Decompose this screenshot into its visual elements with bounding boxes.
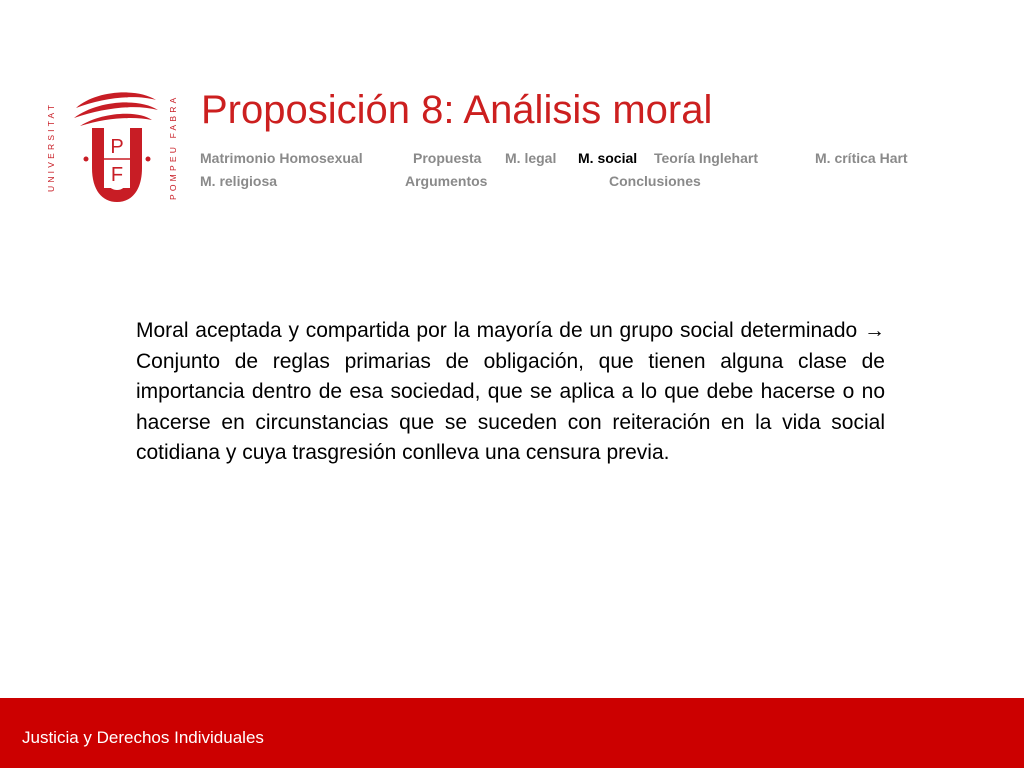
nav-item-propuesta[interactable]: Propuesta <box>413 150 482 166</box>
nav-item-m-legal[interactable]: M. legal <box>505 150 557 166</box>
logo-monogram-p: P <box>110 136 124 158</box>
slide-body-text <box>136 316 885 469</box>
footer-course-title: Justicia y Derechos Individuales <box>22 728 264 747</box>
nav-item-argumentos[interactable]: Argumentos <box>405 173 488 189</box>
nav-item-conclusiones[interactable]: Conclusiones <box>609 173 701 189</box>
logo-pompeu-fabra-text: POMPEU FABRA <box>168 94 178 200</box>
nav-item-matrimonio-homosexual[interactable]: Matrimonio Homosexual <box>200 150 363 166</box>
nav-item-m-religiosa[interactable]: M. religiosa <box>200 173 278 189</box>
university-logo <box>46 86 186 208</box>
arrow-right-icon: → <box>864 319 885 342</box>
upf-emblem-icon <box>46 86 186 208</box>
nav-item-m-social[interactable]: M. social <box>578 150 638 166</box>
logo-monogram-f: F <box>110 164 124 186</box>
body-text-part-2: Conjunto de reglas primarias de obligación, que tienen alguna clase de importancia dentro de esa sociedad, que se aplica a lo que debe hacerse o no hacerse en circunstancias que se suceden con reiteración en la vida social cotidiana y cuya trasgresión conlleva una censura previa. <box>136 349 885 464</box>
body-text-part-1: Moral aceptada y compartida por la mayoría de un grupo social determinado <box>136 319 858 342</box>
footer-bar <box>0 698 1024 768</box>
nav-item-m-critica-hart[interactable]: M. crítica Hart <box>815 150 908 166</box>
logo-university-text: UNIVERSITAT <box>46 101 56 193</box>
slide-title: Proposición 8: Análisis moral <box>201 88 713 132</box>
nav-item-teoria-inglehart[interactable]: Teoría Inglehart <box>654 150 758 166</box>
